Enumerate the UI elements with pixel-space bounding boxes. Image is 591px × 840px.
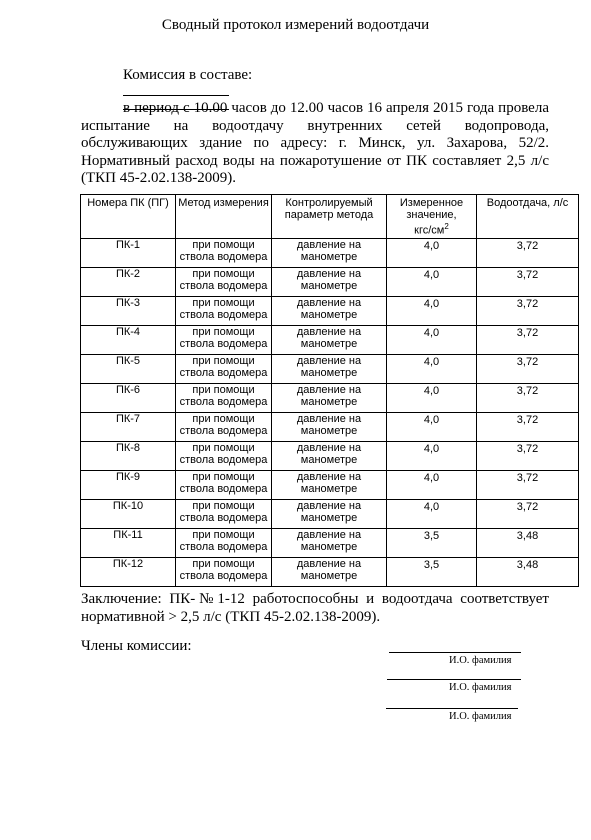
commission-label: Комиссия в составе: xyxy=(123,67,253,83)
parameter-cell: давление на манометре xyxy=(272,384,387,413)
measured-value-cell: 4,0 xyxy=(387,500,477,529)
header-water-flow: Водоотдача, л/с xyxy=(477,195,579,239)
water-flow-cell: 3,72 xyxy=(477,442,579,471)
measured-value-cell: 4,0 xyxy=(387,326,477,355)
table-row xyxy=(81,268,579,297)
table-row xyxy=(81,413,579,442)
header-parameter: Контролируемый параметр метода xyxy=(272,195,387,239)
pk-number-cell: ПК-6 xyxy=(81,384,176,413)
water-flow-cell: 3,72 xyxy=(477,471,579,500)
commission-member-blank-line xyxy=(123,95,229,96)
header-unit-sup: 2 xyxy=(444,222,449,231)
method-cell: при помощи ствола водомера xyxy=(176,355,272,384)
measured-value-cell: 4,0 xyxy=(387,297,477,326)
pk-number-cell: ПК-10 xyxy=(81,500,176,529)
table-row xyxy=(81,500,579,529)
pk-number-cell: ПК-9 xyxy=(81,471,176,500)
pk-number-cell: ПК-3 xyxy=(81,297,176,326)
members-label: Члены комиссии: xyxy=(81,638,192,654)
signature-caption: И.О. фамилия xyxy=(449,711,512,722)
method-cell: при помощи ствола водомера xyxy=(176,268,272,297)
pk-number-cell: ПК-12 xyxy=(81,558,176,587)
header-method: Метод измерения xyxy=(176,195,272,239)
parameter-cell: давление на манометре xyxy=(272,355,387,384)
parameter-cell: давление на манометре xyxy=(272,268,387,297)
water-flow-cell: 3,72 xyxy=(477,239,579,268)
pk-number-cell: ПК-7 xyxy=(81,413,176,442)
table-row xyxy=(81,442,579,471)
parameter-cell: давление на манометре xyxy=(272,558,387,587)
measured-value-cell: 3,5 xyxy=(387,529,477,558)
method-cell: при помощи ствола водомера xyxy=(176,413,272,442)
parameter-cell: давление на манометре xyxy=(272,442,387,471)
parameter-cell: давление на манометре xyxy=(272,239,387,268)
method-cell: при помощи ствола водомера xyxy=(176,326,272,355)
table-row xyxy=(81,529,579,558)
water-flow-cell: 3,72 xyxy=(477,297,579,326)
parameter-cell: давление на манометре xyxy=(272,297,387,326)
header-unit-base: кгс/см xyxy=(414,224,445,237)
water-flow-cell: 3,72 xyxy=(477,384,579,413)
table-header-row xyxy=(81,195,579,239)
measured-value-cell: 4,0 xyxy=(387,239,477,268)
parameter-cell: давление на манометре xyxy=(272,326,387,355)
parameter-cell: давление на манометре xyxy=(272,471,387,500)
pk-number-cell: ПК-2 xyxy=(81,268,176,297)
method-cell: при помощи ствола водомера xyxy=(176,529,272,558)
pk-number-cell: ПК-5 xyxy=(81,355,176,384)
measured-value-cell: 4,0 xyxy=(387,471,477,500)
method-cell: при помощи ствола водомера xyxy=(176,558,272,587)
table-row xyxy=(81,239,579,268)
table-row xyxy=(81,326,579,355)
table-row xyxy=(81,297,579,326)
measurements-table xyxy=(80,194,579,587)
signature-caption: И.О. фамилия xyxy=(449,682,512,693)
measured-value-cell: 4,0 xyxy=(387,413,477,442)
measured-value-cell: 4,0 xyxy=(387,442,477,471)
method-cell: при помощи ствола водомера xyxy=(176,442,272,471)
table-row xyxy=(81,355,579,384)
parameter-cell: давление на манометре xyxy=(272,500,387,529)
measured-value-cell: 4,0 xyxy=(387,384,477,413)
header-measured-value xyxy=(387,195,477,239)
table-row xyxy=(81,471,579,500)
measured-value-cell: 4,0 xyxy=(387,268,477,297)
signature-line xyxy=(386,708,518,709)
method-cell: при помощи ствола водомера xyxy=(176,297,272,326)
measured-value-cell: 3,5 xyxy=(387,558,477,587)
signature-line xyxy=(389,652,521,653)
water-flow-cell: 3,72 xyxy=(477,326,579,355)
conclusion-paragraph: Заключение: ПК-№1-12 работоспособны и водоотдача соответствует нормативной > 2,5 л/с (ТКП 45-2.02.138-2009). xyxy=(81,591,549,625)
pk-number-cell: ПК-4 xyxy=(81,326,176,355)
method-cell: при помощи ствола водомера xyxy=(176,239,272,268)
table-row xyxy=(81,384,579,413)
water-flow-cell: 3,48 xyxy=(477,558,579,587)
water-flow-cell: 3,48 xyxy=(477,529,579,558)
water-flow-cell: 3,72 xyxy=(477,413,579,442)
method-cell: при помощи ствола водомера xyxy=(176,471,272,500)
parameter-cell: давление на манометре xyxy=(272,413,387,442)
intro-paragraph: в период с 10.00 часов до 12.00 часов 16 апреля 2015 года провела испытание на водоотдачу внутренних сетей водопровода, обслуживающих здание по адресу: г. Минск, ул. Захарова, 52/2. Нормативный расход воды на пожаротушение от ПК составляет 2,5 л/с (ТКП 45-2.02.138-2009). xyxy=(81,100,549,186)
pk-number-cell: ПК-1 xyxy=(81,239,176,268)
water-flow-cell: 3,72 xyxy=(477,268,579,297)
measured-value-cell: 4,0 xyxy=(387,355,477,384)
water-flow-cell: 3,72 xyxy=(477,500,579,529)
table-body xyxy=(81,239,579,587)
water-flow-cell: 3,72 xyxy=(477,355,579,384)
parameter-cell: давление на манометре xyxy=(272,529,387,558)
pk-number-cell: ПК-8 xyxy=(81,442,176,471)
signature-line xyxy=(387,679,521,680)
method-cell: при помощи ствола водомера xyxy=(176,500,272,529)
document-title: Сводный протокол измерений водоотдачи xyxy=(161,17,430,33)
method-cell: при помощи ствола водомера xyxy=(176,384,272,413)
pk-number-cell: ПК-11 xyxy=(81,529,176,558)
signature-caption: И.О. фамилия xyxy=(449,655,512,666)
header-pk-number: Номера ПК (ПГ) xyxy=(81,195,176,239)
header-measured-value-label: Измеренное значение, xyxy=(399,197,464,221)
table-row xyxy=(81,558,579,587)
